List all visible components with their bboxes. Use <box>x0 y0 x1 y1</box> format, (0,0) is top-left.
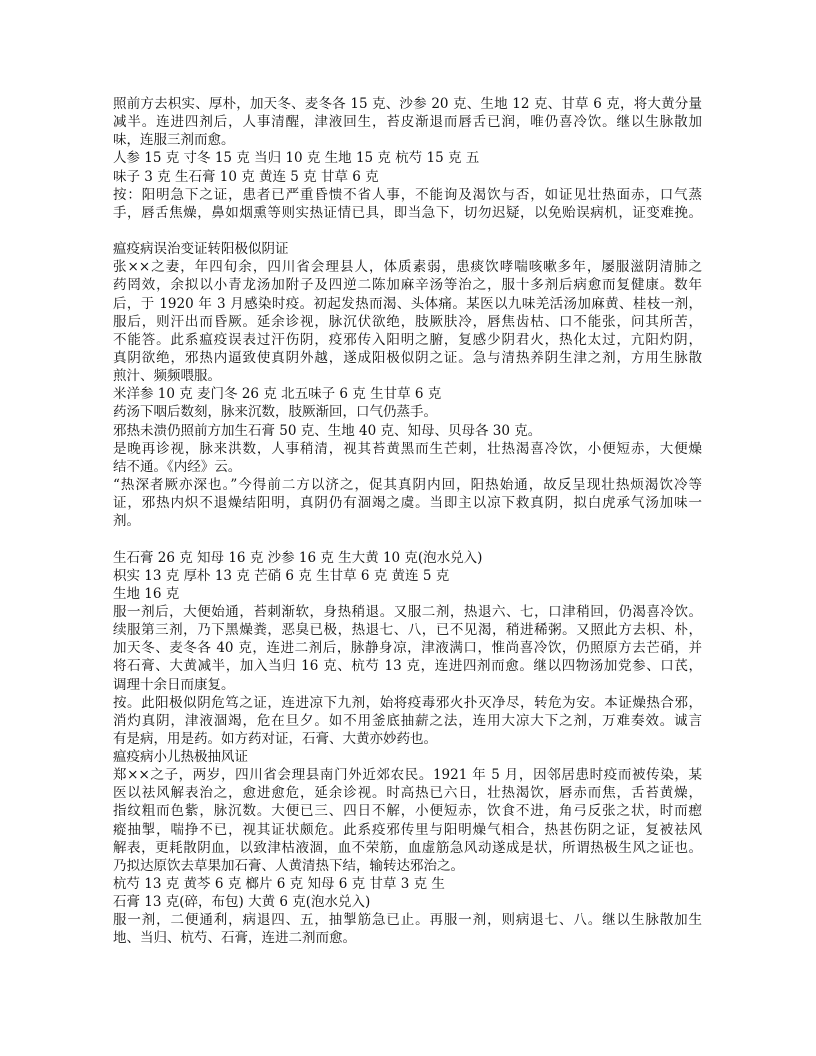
text-line: 照前方去枳实、厚朴，加天冬、麦冬各 15 克、沙参 20 克、生地 12 克、甘草 6 克，将大黄分量 <box>113 96 702 112</box>
text-line: 药罔效，余拟以小青龙汤加附子及四逆二陈加麻辛汤等治之，服十多剂后病愈而复健康。数年 <box>113 277 702 294</box>
text-line: 味子 3 克 生石膏 10 克 黄连 5 克 甘草 6 克 <box>113 168 379 185</box>
text-line: 续服第三剂，乃下黑燥粪，恶臭已极，热退七、八，已不见渴，稍进稀粥。又照此方去枳、朴， <box>113 622 702 639</box>
text-line: 指纹粗而色紫，脉沉数。大便已三、四日不解，小便短赤，饮食不进，角弓反张之状，时而瘛 <box>113 803 702 820</box>
text-line: 消灼真阴，津液涸竭，危在旦夕。如不用釜底抽薪之法，连用大凉大下之剂，万难奏效。诚言 <box>113 712 702 729</box>
text-line: 调理十余日而康复。 <box>113 676 235 693</box>
text-line: 邪热未溃仍照前方加生石膏 50 克、生地 40 克、知母、贝母各 30 克。 <box>113 422 542 439</box>
text-line: 解表，更耗散阴血，以致津枯液涸，血不荣筋，血虚筋急风动遂成是状，所谓热极生风之证也。 <box>113 839 702 856</box>
text-line: 减半。连进四剂后，人事清醒，津液回生，苔皮渐退而唇舌已润，唯仍喜冷饮。继以生脉散加 <box>113 114 702 131</box>
text-line: 人参 15 克 寸冬 15 克 当归 10 克 生地 15 克 杭芍 15 克 五 <box>113 150 480 167</box>
text-line: 地、当归、杭芍、石膏，连进二剂而愈。 <box>113 930 356 947</box>
text-line: 不能答。此系瘟疫误表过汗伤阴，疫邪传入阳明之腑，复感少阴君火，热化太过，亢阳灼阴， <box>113 331 702 348</box>
text-line: 按：阳明急下之证，患者已严重昏愦不省人事，不能询及渴饮与否，如证见壮热面赤，口气蒸 <box>113 186 702 203</box>
text-line: 有是病，用是药。如方药对证，石膏、大黄亦妙药也。 <box>113 730 437 747</box>
text-line: 瘲抽掣，喘挣不已，视其证状颇危。此系疫邪传里与阳明燥气相合，热甚伤阴之证，复被祛风 <box>113 821 702 838</box>
text-line: 真阴欲绝，邪热内逼致使真阴外越，遂成阳极似阴之证。急与清热养阴生津之剂，方用生脉散 <box>113 349 702 366</box>
section-heading: 瘟疫病误治变证转阳极似阴证 <box>113 241 289 258</box>
text-line: 药汤下咽后数刻，脉来沉数，肢厥渐回，口气仍蒸手。 <box>113 404 437 421</box>
text-line: 服一剂，二便通利，病退四、五，抽掣筋急已止。再服一剂，则病退七、八。继以生脉散加生 <box>113 912 702 929</box>
text-line: 郑××之子，两岁，四川省会理县南门外近郊农民。1921 年 5 月，因邻居患时疫而被传染，某 <box>113 767 702 784</box>
text-line: 味，连服三剂而愈。 <box>113 132 235 149</box>
document-page <box>113 95 702 948</box>
text-line: 米洋参 10 克 麦门冬 26 克 北五味子 6 克 生甘草 6 克 <box>113 386 442 403</box>
text-line: 加天冬、麦冬各 40 克，连进二剂后，脉静身凉，津液满口，惟尚喜冷饮，仍照原方去芒硝，并 <box>113 640 702 657</box>
text-line: “热深者厥亦深也。”今得前二方以济之，促其真阴内回，阳热始通，故反呈现壮热烦渴饮冷等 <box>113 476 702 493</box>
text-line: 乃拟达原饮去草果加石膏、人黄清热下结，输转达邪治之。 <box>113 857 464 874</box>
text-line: 后，于 1920 年 3 月感染时疫。初起发热而渴、头体痛。某医以九味羌活汤加麻黄、桂枝一剂， <box>113 295 702 312</box>
text-line: 张××之妻，年四旬余，四川省会理县人，体质素弱，患痰饮哮喘咳嗽多年，屡服滋阴清肺之 <box>113 259 702 276</box>
blank-line <box>113 222 702 240</box>
text-line: 煎汁、频频喂服。 <box>113 368 221 385</box>
text-line: 手，唇舌焦燥，鼻如烟熏等则实热证情已具，即当急下，切勿迟疑，以免贻误病机，证变难挽。 <box>113 204 702 221</box>
text-line: 杭芍 13 克 黄芩 6 克 榔片 6 克 知母 6 克 甘草 3 克 生 <box>113 876 445 893</box>
text-line: 石膏 13 克(碎，布包) 大黄 6 克(泡水兑入) <box>113 894 371 911</box>
text-line: 服后，则汗出而昏厥。延余诊视，脉沉伏欲绝，肢厥肤冷，唇焦齿枯、口不能张，问其所苦， <box>113 313 702 330</box>
text-line: 证，邪热内炽不退燥结阳明，真阴仍有涸竭之虞。当即主以凉下救真阴，拟白虎承气汤加味一 <box>113 495 702 512</box>
text-line: 生地 16 克 <box>113 585 180 602</box>
blank-line <box>113 530 702 548</box>
text-line: 将石膏、大黄减半，加入当归 16 克、杭芍 13 克，连进四剂而愈。继以四物汤加党参、口芪， <box>113 658 702 675</box>
text-line: 枳实 13 克 厚朴 13 克 芒硝 6 克 生甘草 6 克 黄连 5 克 <box>113 567 450 584</box>
text-line: 医以祛风解表治之，愈进愈危，延余诊视。时高热已六日，壮热渴饮，唇赤而焦，舌苔黄燥， <box>113 785 702 802</box>
text-line: 生石膏 26 克 知母 16 克 沙参 16 克 生大黄 10 克(泡水兑入) <box>113 549 483 566</box>
text-line: 服一剂后，大便始通，苔刺渐软，身热稍退。又服二剂，热退六、七，口津稍回，仍渴喜冷饮。 <box>113 603 702 620</box>
section-heading: 瘟疫病小儿热极抽风证 <box>113 749 248 766</box>
text-line: 剂。 <box>113 513 140 530</box>
text-line: 是晚再诊视，脉来洪数，人事稍清，视其苔黄黑而生芒刺，壮热渴喜冷饮，小便短赤，大便燥 <box>113 440 702 457</box>
text-line: 按。此阳极似阴危笃之证，连进凉下九剂，始将疫毒邪火扑灭净尽，转危为安。本证燥热合邪， <box>113 694 702 711</box>
text-line: 结不通。《内经》云。 <box>113 458 242 475</box>
